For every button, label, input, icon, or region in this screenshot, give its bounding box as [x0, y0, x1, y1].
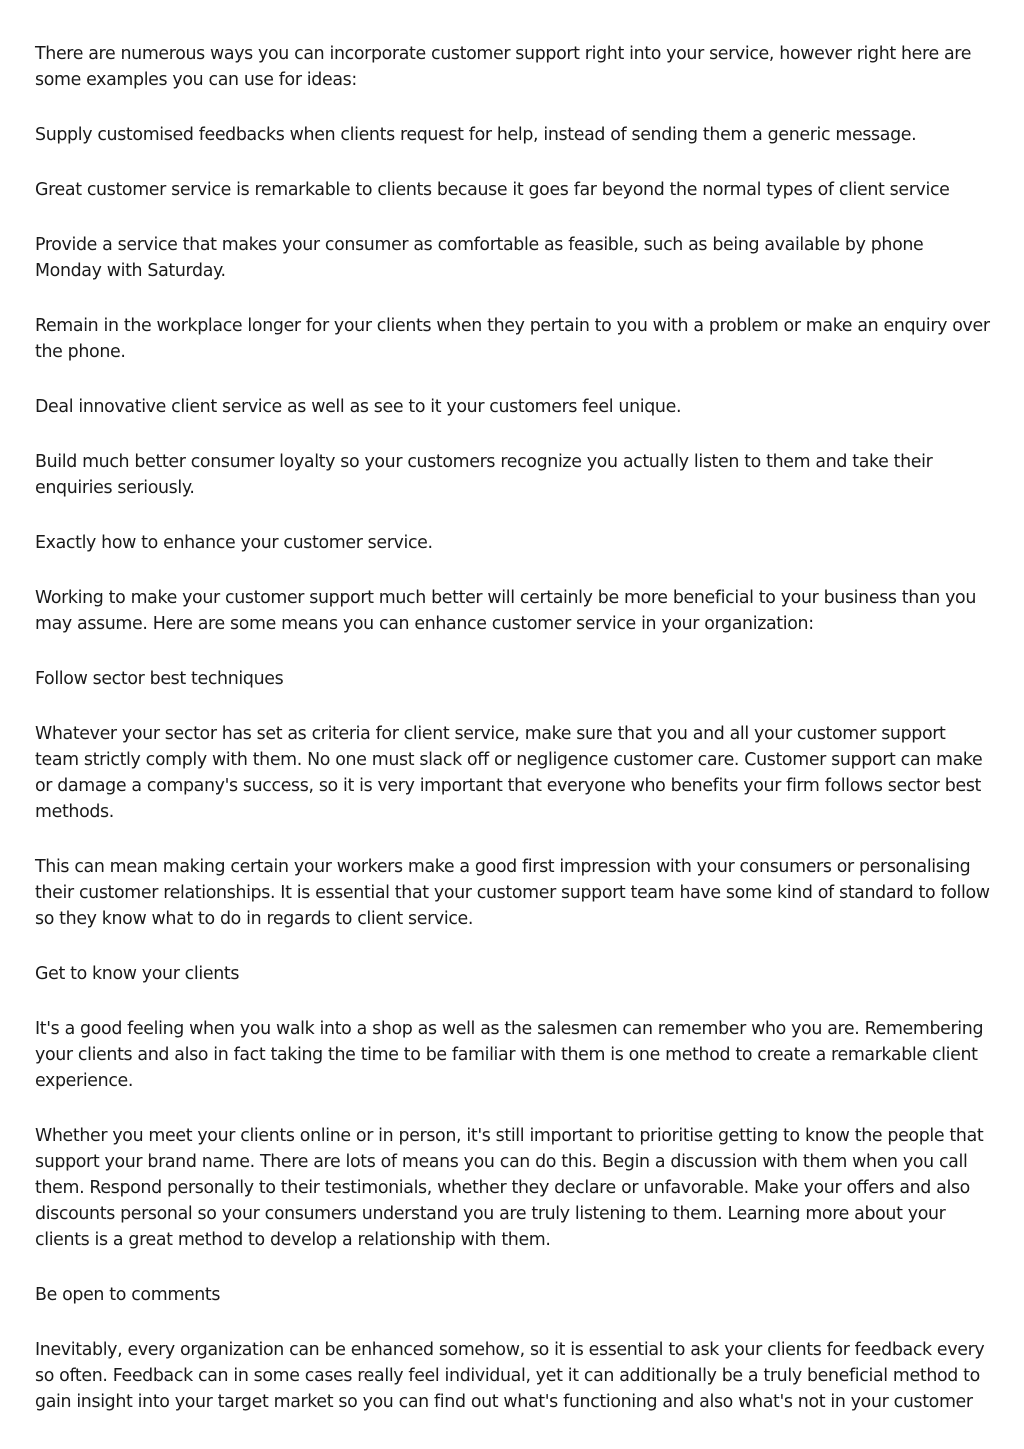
paragraph: Supply customised feedbacks when clients request for help, instead of sending them a generic message.: [35, 125, 917, 145]
paragraph: Whether you meet your clients online or in person, it's still important to prioritise getting to know the people that support your brand name. There are lots of means you can do this. Begin a discussion with them when you call them. Respond personally to their testimonials, whether they declare or unfavorable. Make your offers and also discounts personal so your consumers understand you are truly listening to them. Learning more about your clients is a great method to develop a relationship with them.: [35, 1126, 984, 1250]
paragraph: Great customer service is remarkable to clients because it goes far beyond the normal types of client service: [35, 180, 950, 200]
section-heading: Exactly how to enhance your customer service.: [35, 533, 433, 553]
section-heading: Follow sector best techniques: [35, 669, 284, 689]
paragraph: Deal innovative client service as well as see to it your customers feel unique.: [35, 397, 682, 417]
paragraph: Remain in the workplace longer for your clients when they pertain to you with a problem or make an enquiry over the phone.: [35, 316, 990, 362]
section-heading: Get to know your clients: [35, 964, 240, 984]
paragraph: Provide a service that makes your consumer as comfortable as feasible, such as being available by phone Monday with Saturday.: [35, 235, 924, 281]
paragraph: Whatever your sector has set as criteria for client service, make sure that you and all your customer support team strictly comply with them. No one must slack off or negligence customer care. Customer support can make or damage a company's success, so it is very important that everyone who benefits your firm follows sector best methods.: [35, 724, 983, 822]
paragraph: It's a good feeling when you walk into a shop as well as the salesmen can remember who you are. Remembering your clients and also in fact taking the time to be familiar with them is one method to create a remarkable client experience.: [35, 1019, 984, 1091]
paragraph: This can mean making certain your workers make a good first impression with your consumers or personalising their customer relationships. It is essential that your customer support team have some kind of standard to follow so they know what to do in regards to client service.: [35, 857, 990, 929]
section-heading: Be open to comments: [35, 1285, 221, 1305]
paragraph: Inevitably, every organization can be enhanced somehow, so it is essential to ask your clients for feedback every so often. Feedback can in some cases really feel individual, yet it can additionally be a truly beneficial method to gain insight into your target market so you can find out what's functioning and also what's not in your customer: [35, 1340, 985, 1412]
paragraph: Working to make your customer support much better will certainly be more beneficial to your business than you may assume. Here are some means you can enhance customer service in your organization:: [35, 588, 976, 634]
paragraph: Build much better consumer loyalty so your customers recognize you actually listen to them and take their enquiries seriously.: [35, 452, 933, 498]
document-body: [35, 41, 990, 1415]
paragraph-intro: There are numerous ways you can incorporate customer support right into your service, however right here are some examples you can use for ideas:: [35, 44, 972, 90]
